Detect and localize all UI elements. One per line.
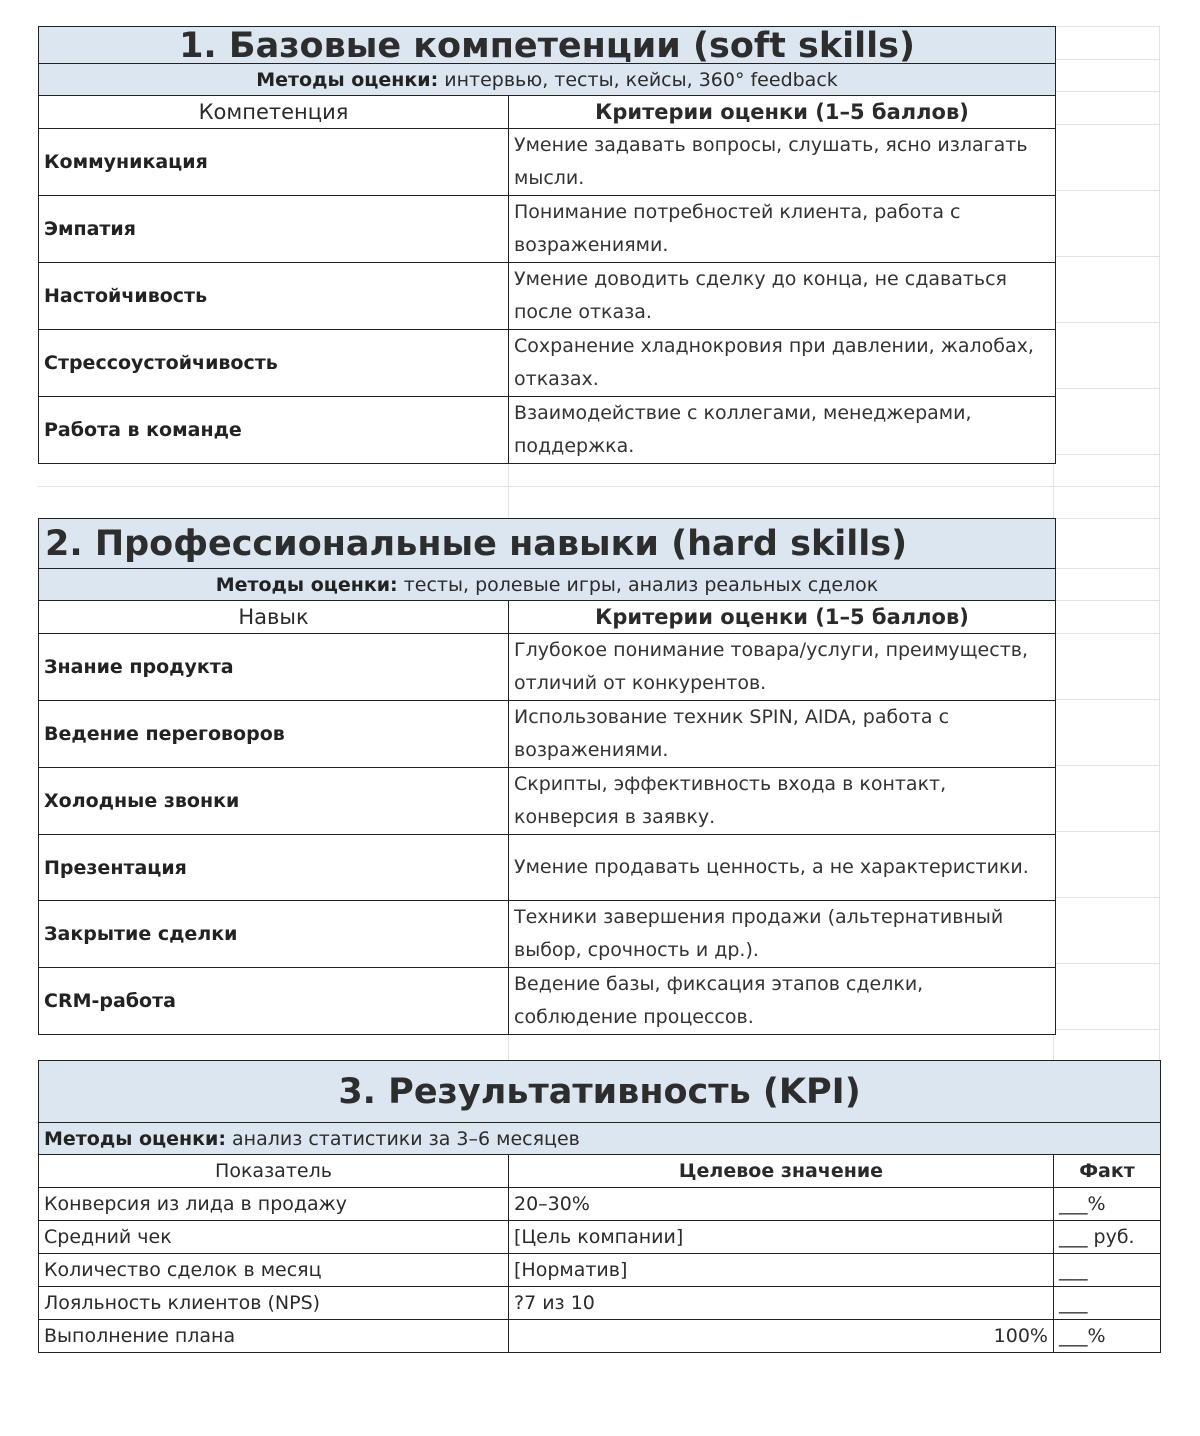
col-header-target: Целевое значение [509, 1155, 1054, 1188]
skill-criteria: Ведение базы, фиксация этапов сделки, соблюдение процессов. [509, 968, 1056, 1035]
competence-name: Работа в команде [39, 397, 509, 464]
kpi-name: Количество сделок в месяц [39, 1254, 509, 1287]
table-row [39, 129, 1056, 196]
kpi-target: ?7 из 10 [509, 1287, 1054, 1320]
kpi-name: Выполнение плана [39, 1320, 509, 1353]
table-row [39, 901, 1056, 968]
competence-name: Стрессоустойчивость [39, 330, 509, 397]
skill-name: Ведение переговоров [39, 701, 509, 768]
section3-title: 3. Результативность (KPI) [39, 1061, 1161, 1123]
table-row [39, 968, 1056, 1035]
table-row [39, 1254, 1161, 1287]
methods-label: Методы оценки: [256, 68, 439, 91]
skill-criteria: Использование техник SPIN, AIDA, работа с возражениями. [509, 701, 1056, 768]
skill-criteria: Техники завершения продажи (альтернативный выбор, срочность и др.). [509, 901, 1056, 968]
section2-title: 2. Профессиональные навыки (hard skills) [39, 519, 1056, 569]
table-row [39, 397, 1056, 464]
competence-criteria: Умение задавать вопросы, слушать, ясно излагать мысли. [509, 129, 1056, 196]
methods-label: Методы оценки: [215, 573, 398, 596]
kpi-fact[interactable]: ___% [1054, 1188, 1161, 1221]
competence-criteria: Умение доводить сделку до конца, не сдаваться после отказа. [509, 263, 1056, 330]
competence-name: Коммуникация [39, 129, 509, 196]
section3-methods [39, 1123, 1161, 1155]
col-header-criteria: Критерии оценки (1–5 баллов) [509, 96, 1056, 129]
section1-methods [39, 64, 1056, 96]
table-row [39, 634, 1056, 701]
col-header-competence: Компетенция [39, 96, 509, 129]
col-header-indicator: Показатель [39, 1155, 509, 1188]
kpi-name: Конверсия из лида в продажу [39, 1188, 509, 1221]
skill-criteria: Глубокое понимание товара/услуги, преимуществ, отличий от конкурентов. [509, 634, 1056, 701]
table-row [39, 835, 1056, 901]
table-row [39, 196, 1056, 263]
table-row [39, 768, 1056, 835]
kpi-target: [Цель компании] [509, 1221, 1054, 1254]
skill-criteria: Умение продавать ценность, а не характеристики. [509, 835, 1056, 901]
section2-methods [39, 569, 1056, 601]
table-row [39, 330, 1056, 397]
skill-name: Презентация [39, 835, 509, 901]
table-row [39, 1320, 1161, 1353]
soft-skills-table [38, 26, 1056, 464]
kpi-target: [Норматив] [509, 1254, 1054, 1287]
col-header-skill: Навык [39, 601, 509, 634]
methods-text: тесты, ролевые игры, анализ реальных сделок [397, 573, 879, 596]
methods-label: Методы оценки: [44, 1127, 226, 1150]
competence-criteria: Понимание потребностей клиента, работа с возражениями. [509, 196, 1056, 263]
table-row [39, 1188, 1161, 1221]
competence-name: Эмпатия [39, 196, 509, 263]
table-row [39, 701, 1056, 768]
table-row [39, 263, 1056, 330]
competence-criteria: Сохранение хладнокровия при давлении, жалобах, отказах. [509, 330, 1056, 397]
methods-text: анализ статистики за 3–6 месяцев [225, 1127, 580, 1150]
competence-criteria: Взаимодействие с коллегами, менеджерами, поддержка. [509, 397, 1056, 464]
kpi-name: Лояльность клиентов (NPS) [39, 1287, 509, 1320]
kpi-fact[interactable]: ___% [1054, 1320, 1161, 1353]
hard-skills-table [38, 518, 1056, 1035]
skill-name: CRM-работа [39, 968, 509, 1035]
kpi-target: 20–30% [509, 1188, 1054, 1221]
col-header-criteria: Критерии оценки (1–5 баллов) [509, 601, 1056, 634]
section1-title: 1. Базовые компетенции (soft skills) [39, 27, 1056, 64]
kpi-target: 100% [509, 1320, 1054, 1353]
kpi-fact[interactable]: ___ [1054, 1287, 1161, 1320]
skill-name: Знание продукта [39, 634, 509, 701]
table-row [39, 1287, 1161, 1320]
kpi-table [38, 1060, 1161, 1353]
kpi-fact[interactable]: ___ [1054, 1254, 1161, 1287]
skill-name: Закрытие сделки [39, 901, 509, 968]
table-row [39, 1221, 1161, 1254]
methods-text: интервью, тесты, кейсы, 360° feedback [438, 68, 838, 91]
skill-criteria: Скрипты, эффективность входа в контакт, конверсия в заявку. [509, 768, 1056, 835]
col-header-fact: Факт [1054, 1155, 1161, 1188]
kpi-name: Средний чек [39, 1221, 509, 1254]
competence-name: Настойчивость [39, 263, 509, 330]
kpi-fact[interactable]: ___ руб. [1054, 1221, 1161, 1254]
skill-name: Холодные звонки [39, 768, 509, 835]
